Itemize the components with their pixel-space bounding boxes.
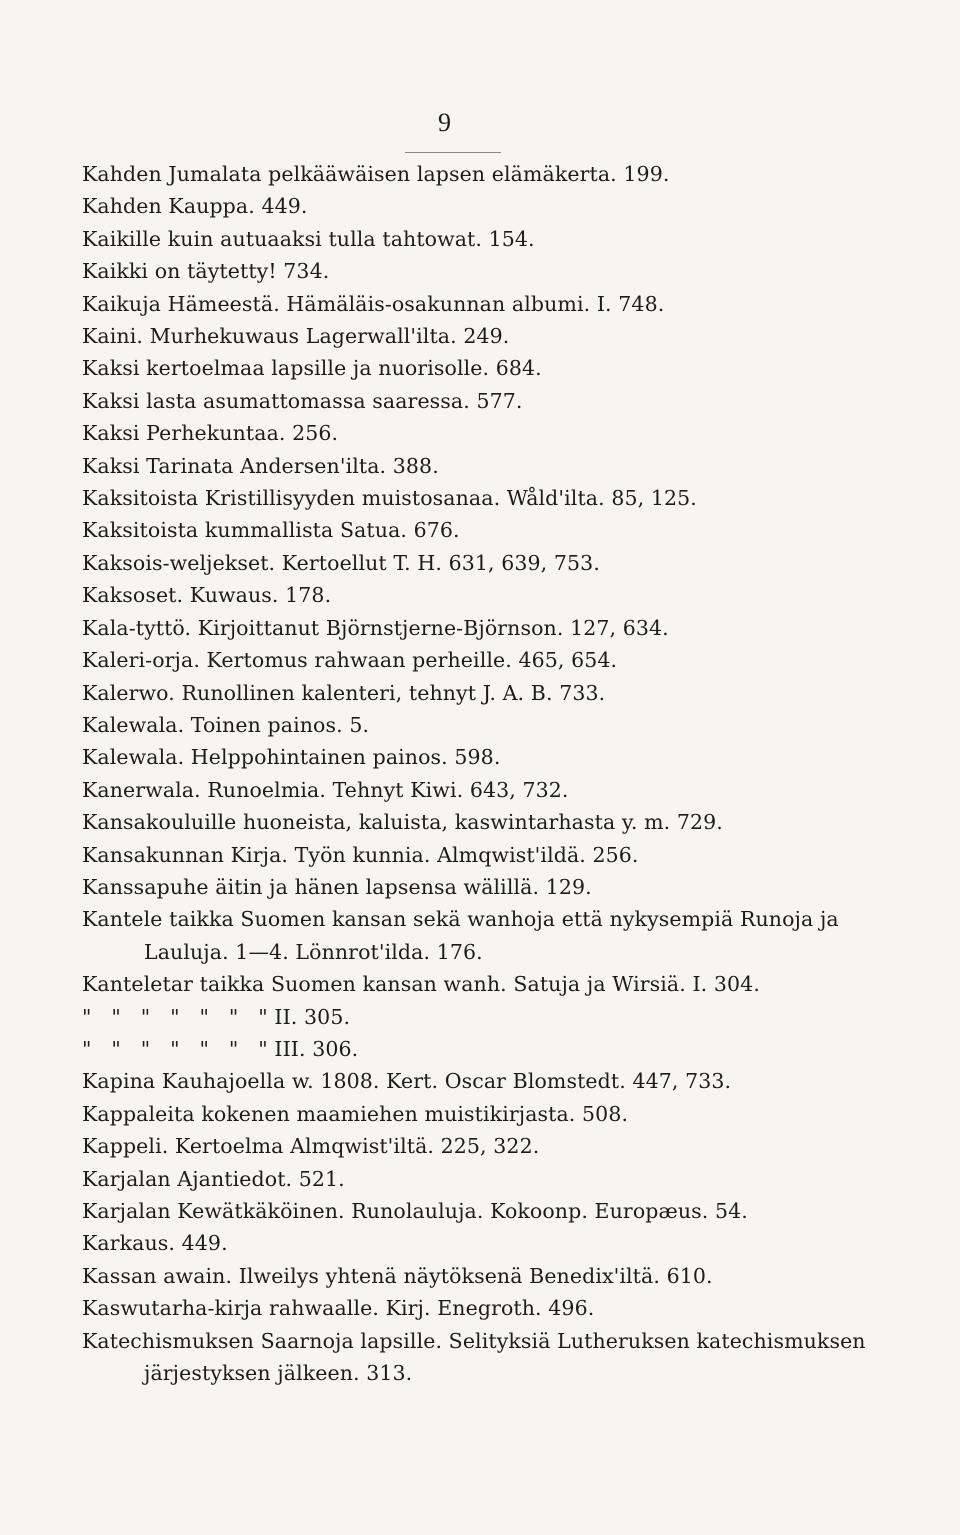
index-entry: Kaikuja Hämeestä. Hämäläis-osakunnan albumi. I. 748.: [82, 291, 665, 316]
index-entry-ditto: " " " " " " " III. 306.: [82, 1036, 359, 1061]
index-entry: Kanteletar taikka Suomen kansan wanh. Satuja ja Wirsiä. I. 304.: [82, 972, 760, 997]
index-entry: Karjalan Ajantiedot. 521.: [82, 1166, 345, 1191]
index-entry: Kaksi kertoelmaa lapsille ja nuorisolle. 684.: [82, 356, 542, 381]
index-entry: Kalewala. Toinen painos. 5.: [82, 712, 370, 737]
index-entry: Kaswutarha-kirja rahwaalle. Kirj. Enegroth. 496.: [82, 1296, 595, 1321]
index-entry: Kaksois-weljekset. Kertoellut T. H. 631, 639, 753.: [82, 550, 600, 575]
index-entry: Karjalan Kewätkäköinen. Runolauluja. Kokoonp. Europæus. 54.: [82, 1199, 748, 1223]
index-entry: Kappaleita kokenen maamiehen muistikirjasta. 508.: [82, 1101, 629, 1126]
index-entry: Kaikki on täytetty! 734.: [82, 259, 330, 284]
index-entry: Kalerwo. Runollinen kalenteri, tehnyt J. A. B. 733.: [82, 680, 606, 705]
page-number: 9: [438, 108, 451, 137]
index-entry: Kaleri-orja. Kertomus rahwaan perheille. 465, 654.: [82, 648, 618, 673]
index-entry: Kansakunnan Kirja. Työn kunnia. Almqwist'ildä. 256.: [82, 842, 639, 867]
index-entry: Kahden Kauppa. 449.: [82, 194, 308, 219]
index-entry: Kaksi lasta asumattomassa saaressa. 577.: [82, 388, 523, 413]
index-entry: Kahden Jumalata pelkääwäisen lapsen elämäkerta. 199.: [82, 162, 670, 186]
index-entry: Kaksi Tarinata Andersen'ilta. 388.: [82, 453, 439, 478]
index-entry: Kaksitoista kummallista Satua. 676.: [82, 518, 460, 543]
index-entry-list: [82, 158, 922, 1389]
index-entry: Kaksi Perhekuntaa. 256.: [82, 421, 339, 446]
index-entry: Kanssapuhe äitin ja hänen lapsensa wälillä. 129.: [82, 874, 592, 899]
index-entry-ditto: " " " " " " " II. 305.: [82, 1004, 351, 1029]
index-entry: Kaini. Murhekuwaus Lagerwall'ilta. 249.: [82, 324, 510, 349]
index-entry: Kala-tyttö. Kirjoittanut Björnstjerne-Björnson. 127, 634.: [82, 615, 669, 640]
index-entry: Kantele taikka Suomen kansan sekä wanhoja että nykysempiä Runoja ja Lauluja. 1—4. Lönnrot'ilda. 176.: [82, 907, 839, 964]
index-entry: Kappeli. Kertoelma Almqwist'iltä. 225, 322.: [82, 1134, 540, 1159]
index-entry: Kassan awain. Ilweilys yhtenä näytöksenä Benedix'iltä. 610.: [82, 1263, 713, 1288]
index-entry: Kaikille kuin autuaaksi tulla tahtowat. 154.: [82, 226, 535, 251]
index-entry: Kalewala. Helppohintainen painos. 598.: [82, 745, 501, 770]
index-entry: Katechismuksen Saarnoja lapsille. Selityksiä Lutheruksen katechismuksen järjestyksen jälkeen. 313.: [82, 1328, 866, 1386]
header-divider: [405, 152, 501, 153]
index-entry: Kansakouluille huoneista, kaluista, kaswintarhasta y. m. 729.: [82, 810, 723, 835]
index-entry: Karkaus. 449.: [82, 1231, 228, 1256]
index-entry: Kapina Kauhajoella w. 1808. Kert. Oscar Blomstedt. 447, 733.: [82, 1069, 732, 1094]
index-entry: Kaksitoista Kristillisyyden muistosanaa. Wåld'ilta. 85, 125.: [82, 486, 697, 511]
index-entry: Kanerwala. Runoelmia. Tehnyt Kiwi. 643, 732.: [82, 777, 569, 802]
index-entry: Kaksoset. Kuwaus. 178.: [82, 583, 332, 608]
